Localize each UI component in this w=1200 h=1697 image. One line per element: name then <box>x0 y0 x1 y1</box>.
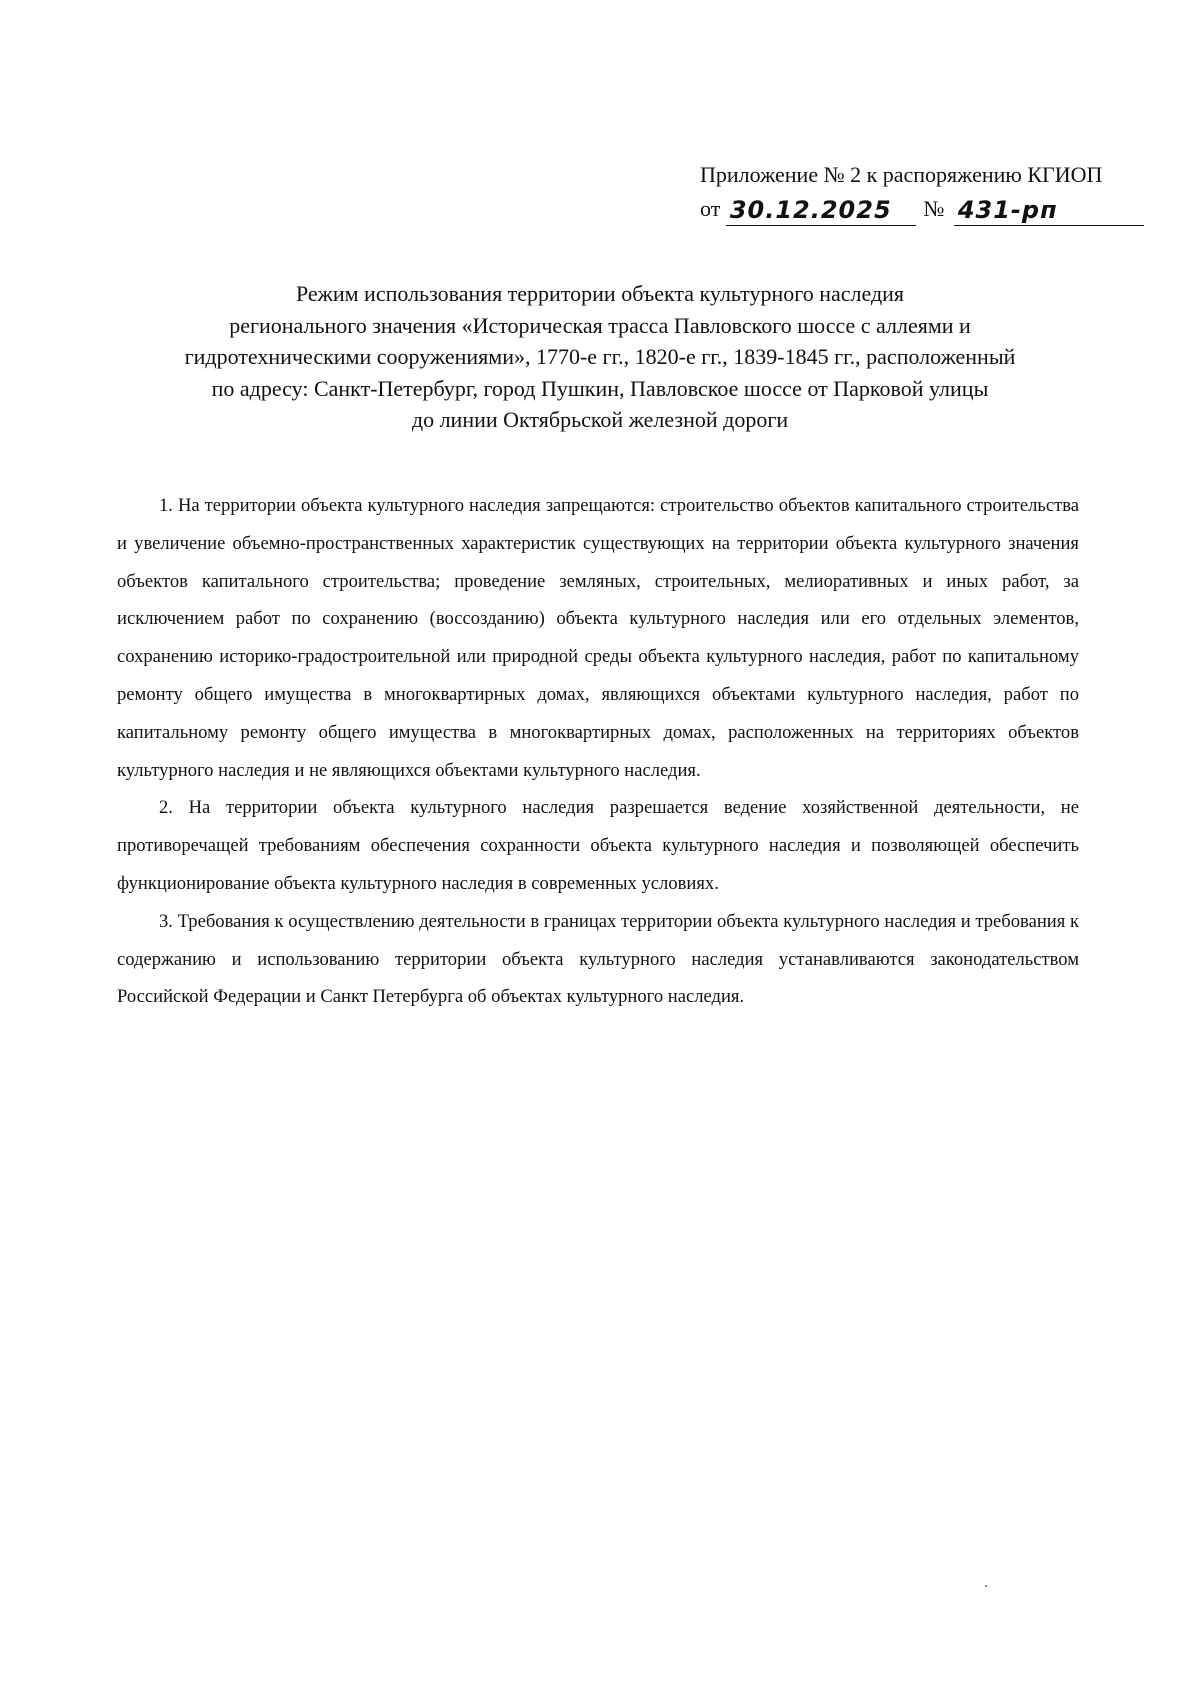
handwritten-date: 30.12.2025 <box>729 196 892 224</box>
from-prefix: от <box>700 196 721 221</box>
scan-speck <box>985 1585 987 1587</box>
handwritten-number: 431-рп <box>957 196 1058 224</box>
paragraph-2: 2. На территории объекта культурного наследия разрешается ведение хозяйственной деятельности, не противоречащей требованиям обеспечения сохранности объекта культурного наследия и позволяющей обеспечить функционирование объекта культурного наследия в современных условиях. <box>117 797 1079 894</box>
title-line: до линии Октябрьской железной дороги <box>411 407 789 432</box>
document-title <box>120 278 1080 436</box>
title-line: Режим использования территории объекта культурного наследия <box>295 281 905 306</box>
number-field <box>954 195 1144 226</box>
appendix-header <box>700 158 1160 228</box>
title-line: по адресу: Санкт-Петербург, город Пушкин, Павловское шоссе от Парковой улицы <box>211 375 989 401</box>
appendix-title: Приложение № 2 к распоряжению КГИОП <box>700 162 1103 187</box>
number-sign: № <box>923 196 945 221</box>
appendix-date-number-line <box>700 192 1160 228</box>
paragraph-1: 1. На территории объекта культурного наследия запрещаются: строительство объектов капитального строительства и увеличение объемно-пространственных характеристик существующих на территории объекта культурного значения объектов капитального строительства; проведение земляных, строительных, мелиоративных и иных работ, за исключением работ по сохранению (воссозданию) объекта культурного наследия или его отдельных элементов, сохранению историко-градостроительной или природной среды объекта культурного наследия, работ по капитальному ремонту общего имущества в многоквартирных домах, являющихся объектами культурного наследия, работ по капитальному ремонту общего имущества в многоквартирных домах, расположенных на территориях объектов культурного наследия и не являющихся объектами культурного наследия. <box>117 495 1079 781</box>
title-line: гидротехническими сооружениями», 1770-е гг., 1820-е гг., 1839-1845 гг., расположенный <box>184 344 1016 369</box>
title-line: регионального значения «Историческая трасса Павловского шоссе с аллеями и <box>229 312 971 338</box>
date-field <box>726 195 916 226</box>
document-body <box>117 487 1079 1016</box>
paragraph-3: 3. Требования к осуществлению деятельности в границах территории объекта культурного наследия и требования к содержанию и использованию территории объекта культурного наследия устанавливаются законодательством Российской Федерации и Санкт Петербурга об объектах культурного наследия. <box>117 910 1079 1008</box>
